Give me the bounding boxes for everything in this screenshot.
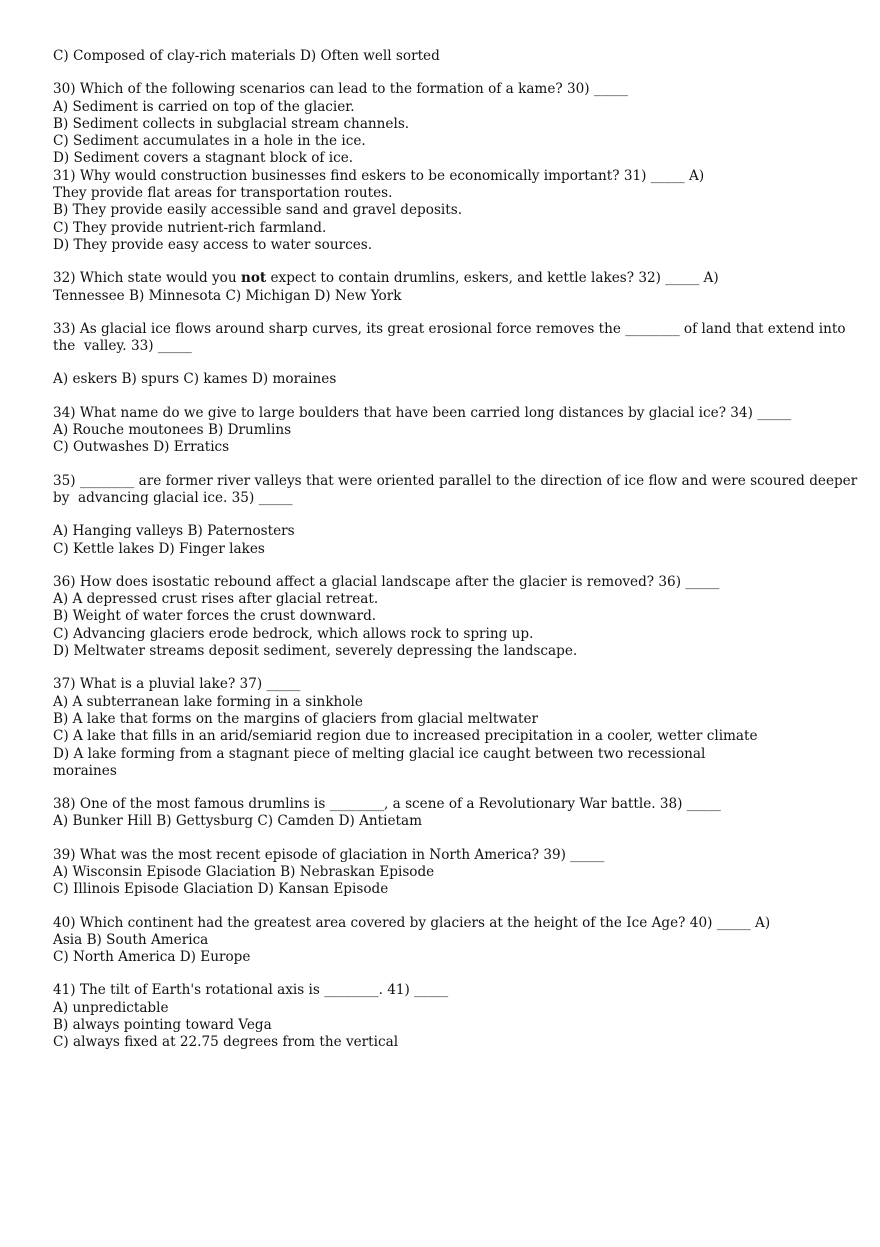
question-35 [53,472,858,558]
option-b: B) always pointing toward Vega [53,1017,272,1034]
option-a: A) Sediment is carried on top of the glacier. [53,98,355,115]
question-40 [53,915,813,967]
question-prefix: 32) Which state would you [53,270,241,287]
question-39 [53,847,813,899]
question-text: 40) Which continent had the greatest area covered by glaciers at the height of the Ice Age? 40) _____ A) [53,914,771,931]
option-c: C) Advancing glaciers erode bedrock, which allows rock to spring up. [53,625,534,642]
option-a: A) A subterranean lake forming in a sinkhole [53,693,363,710]
options-line: C) Kettle lakes D) Finger lakes [53,540,265,557]
options-line: Tennessee B) Minnesota C) Michigan D) New York [53,287,402,304]
option-d: D) Sediment covers a stagnant block of ice. [53,150,354,167]
option-a: They provide flat areas for transportation routes. [53,185,393,202]
exam-page [53,48,858,1052]
option-c: C) always fixed at 22.75 degrees from the vertical [53,1034,399,1051]
options-line: A) eskers B) spurs C) kames D) moraines [53,371,337,388]
option-b: B) Sediment collects in subglacial stream channels. [53,115,410,132]
question-38 [53,796,813,831]
option-b: B) Weight of water forces the crust downward. [53,608,377,625]
options-line: A) Rouche moutonees B) Drumlins [53,422,292,439]
question-36 [53,574,813,660]
option-b: B) A lake that forms on the margins of glaciers from glacial meltwater [53,710,539,727]
question-32 [53,270,813,305]
options-line: C) North America D) Europe [53,949,251,966]
option-a: A) A depressed crust rises after glacial retreat. [53,591,379,608]
question-30 [53,81,813,167]
question-text-cont: by advancing glacial ice. 35) _____ [53,489,293,506]
question-text: 39) What was the most recent episode of glaciation in North America? 39) _____ [53,846,605,863]
options-line: A) Hanging valleys B) Paternosters [53,523,295,540]
question-34 [53,405,813,457]
question-31 [53,168,813,254]
question-text: 31) Why would construction businesses find eskers to be economically important? 31) _____ A) [53,167,705,184]
question-text: 37) What is a pluvial lake? 37) _____ [53,676,301,693]
option-d-cont: moraines [53,762,117,779]
question-suffix: expect to contain drumlins, eskers, and kettle lakes? 32) _____ A) [266,270,719,287]
answer-line: C) Composed of clay-rich materials D) Often well sorted [53,48,440,64]
options-line: A) Bunker Hill B) Gettysburg C) Camden D) Antietam [53,813,422,830]
question-29-continuation [53,48,813,65]
question-emphasis: not [240,270,267,287]
option-d: D) They provide easy access to water sources. [53,236,373,253]
question-text: 33) As glacial ice flows around sharp curves, its great erosional force removes the ________ of land that extend into [53,320,846,337]
option-a: A) unpredictable [53,999,169,1016]
question-37 [53,676,813,780]
question-text: 35) ________ are former river valleys that were oriented parallel to the direction of ice flow and were scoured deeper [53,472,858,489]
question-text [53,270,813,287]
option-b: B) They provide easily accessible sand and gravel deposits. [53,202,463,219]
question-text: 36) How does isostatic rebound affect a glacial landscape after the glacier is removed? 36) _____ [53,573,720,590]
question-text: 30) Which of the following scenarios can lead to the formation of a kame? 30) _____ [53,81,628,98]
option-c: C) They provide nutrient-rich farmland. [53,219,327,236]
question-text: 41) The tilt of Earth's rotational axis is ________. 41) _____ [53,982,449,999]
question-text: 38) One of the most famous drumlins is ________, a scene of a Revolutionary War battle. 38) _____ [53,796,721,813]
question-41 [53,982,813,1051]
option-c: C) A lake that fills in an arid/semiarid region due to increased precipitation in a cooler, wetter climate [53,728,758,745]
question-text: 34) What name do we give to large boulders that have been carried long distances by glacial ice? 34) _____ [53,404,792,421]
options-line: A) Wisconsin Episode Glaciation B) Nebraskan Episode [53,863,435,880]
question-text-cont: the valley. 33) _____ [53,338,192,355]
question-33 [53,320,846,389]
option-d: D) A lake forming from a stagnant piece of melting glacial ice caught between two recessional [53,745,706,762]
options-line: C) Illinois Episode Glaciation D) Kansan Episode [53,881,389,898]
option-c: C) Sediment accumulates in a hole in the ice. [53,133,366,150]
option-d: D) Meltwater streams deposit sediment, severely depressing the landscape. [53,643,578,660]
options-line: C) Outwashes D) Erratics [53,439,230,456]
options-line: Asia B) South America [53,931,209,948]
